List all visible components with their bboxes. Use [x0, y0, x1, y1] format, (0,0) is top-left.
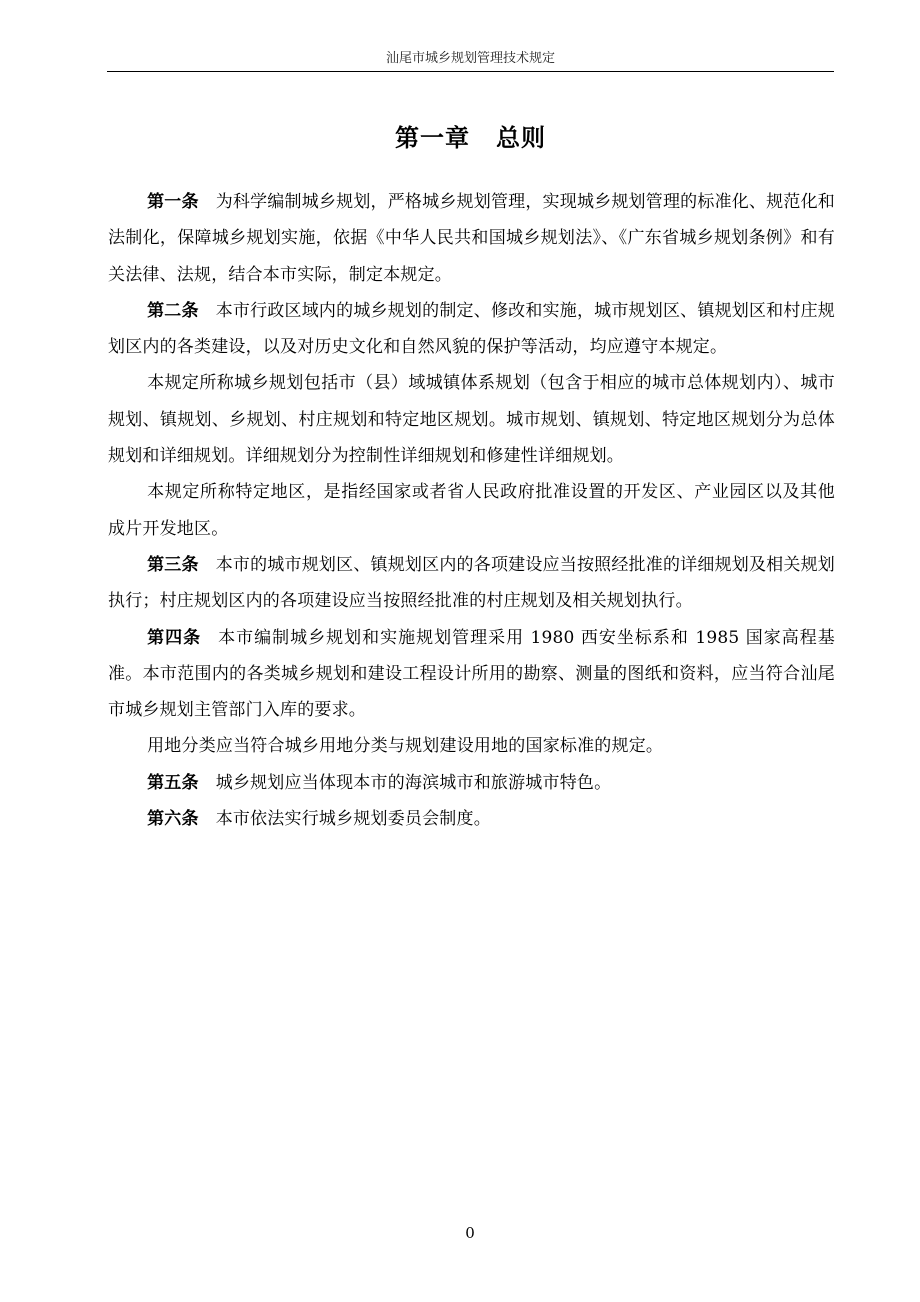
- article-label: 第三条: [147, 554, 199, 575]
- article-text: 为科学编制城乡规划，严格城乡规划管理，实现城乡规划管理的标准化、规范化和法制化，保障城乡规划实施，依据《中华人民共和国城乡规划法》、《广东省城乡规划条例》和有关法律、法规，结合本市实际，制定本规定。: [108, 192, 835, 285]
- article-label: 第四条: [147, 627, 202, 648]
- article-text: 城乡规划应当体现本市的海滨城市和旅游城市特色。: [215, 772, 612, 793]
- article-label: 第二条: [147, 300, 199, 321]
- running-header: 汕尾市城乡规划管理技术规定: [385, 51, 555, 66]
- chapter-title: [107, 120, 834, 156]
- article-paragraph: [108, 801, 835, 837]
- article-label: 第五条: [147, 772, 199, 793]
- paragraph-text: 用地分类应当符合城乡用地分类与规划建设用地的国家标准的规定。: [147, 736, 664, 757]
- article-text: 本市依法实行城乡规划委员会制度。: [215, 809, 491, 830]
- article-text: 本市的城市规划区、镇规划区内的各项建设应当按照经批准的详细规划及相关规划执行；村庄规划区内的各项建设应当按照经批准的村庄规划及相关规划执行。: [108, 554, 835, 612]
- document-body: [108, 184, 835, 837]
- article-paragraph: [108, 293, 835, 366]
- header-divider: [107, 71, 834, 72]
- chapter-name: 总则: [496, 123, 546, 152]
- body-paragraph: [108, 365, 835, 474]
- paragraph-text: 本规定所称特定地区，是指经国家或者省人民政府批准设置的开发区、产业园区以及其他成片开发地区。: [108, 482, 835, 539]
- article-text: 本市行政区域内的城乡规划的制定、修改和实施，城市规划区、镇规划区和村庄规划区内的各类建设，以及对历史文化和自然风貌的保护等活动，均应遵守本规定。: [108, 300, 835, 358]
- article-text: 本市编制城乡规划和实施规划管理采用 1980 西安坐标系和 1985 国家高程基准。本市范围内的各类城乡规划和建设工程设计所用的勘察、测量的图纸和资料，应当符合汕尾市城乡规划主管部门入库的要求。: [108, 627, 835, 721]
- body-paragraph: [108, 728, 835, 764]
- article-label: 第一条: [147, 192, 199, 212]
- paragraph-text: 本规定所称城乡规划包括市（县）域城镇体系规划（包含于相应的城市总体规划内）、城市规划、镇规划、乡规划、村庄规划和特定地区规划。城市规划、镇规划、特定地区规划分为总体规划和详细规划。详细规划分为控制性详细规划和修建性详细规划。: [108, 373, 835, 467]
- article-paragraph: [108, 620, 835, 729]
- article-paragraph: [108, 547, 835, 620]
- article-paragraph: [108, 184, 835, 293]
- article-label: 第六条: [147, 809, 199, 830]
- page-number: 0: [465, 1224, 475, 1242]
- article-paragraph: [108, 765, 835, 801]
- body-paragraph: [108, 474, 835, 547]
- chapter-number: 第一章: [395, 123, 470, 152]
